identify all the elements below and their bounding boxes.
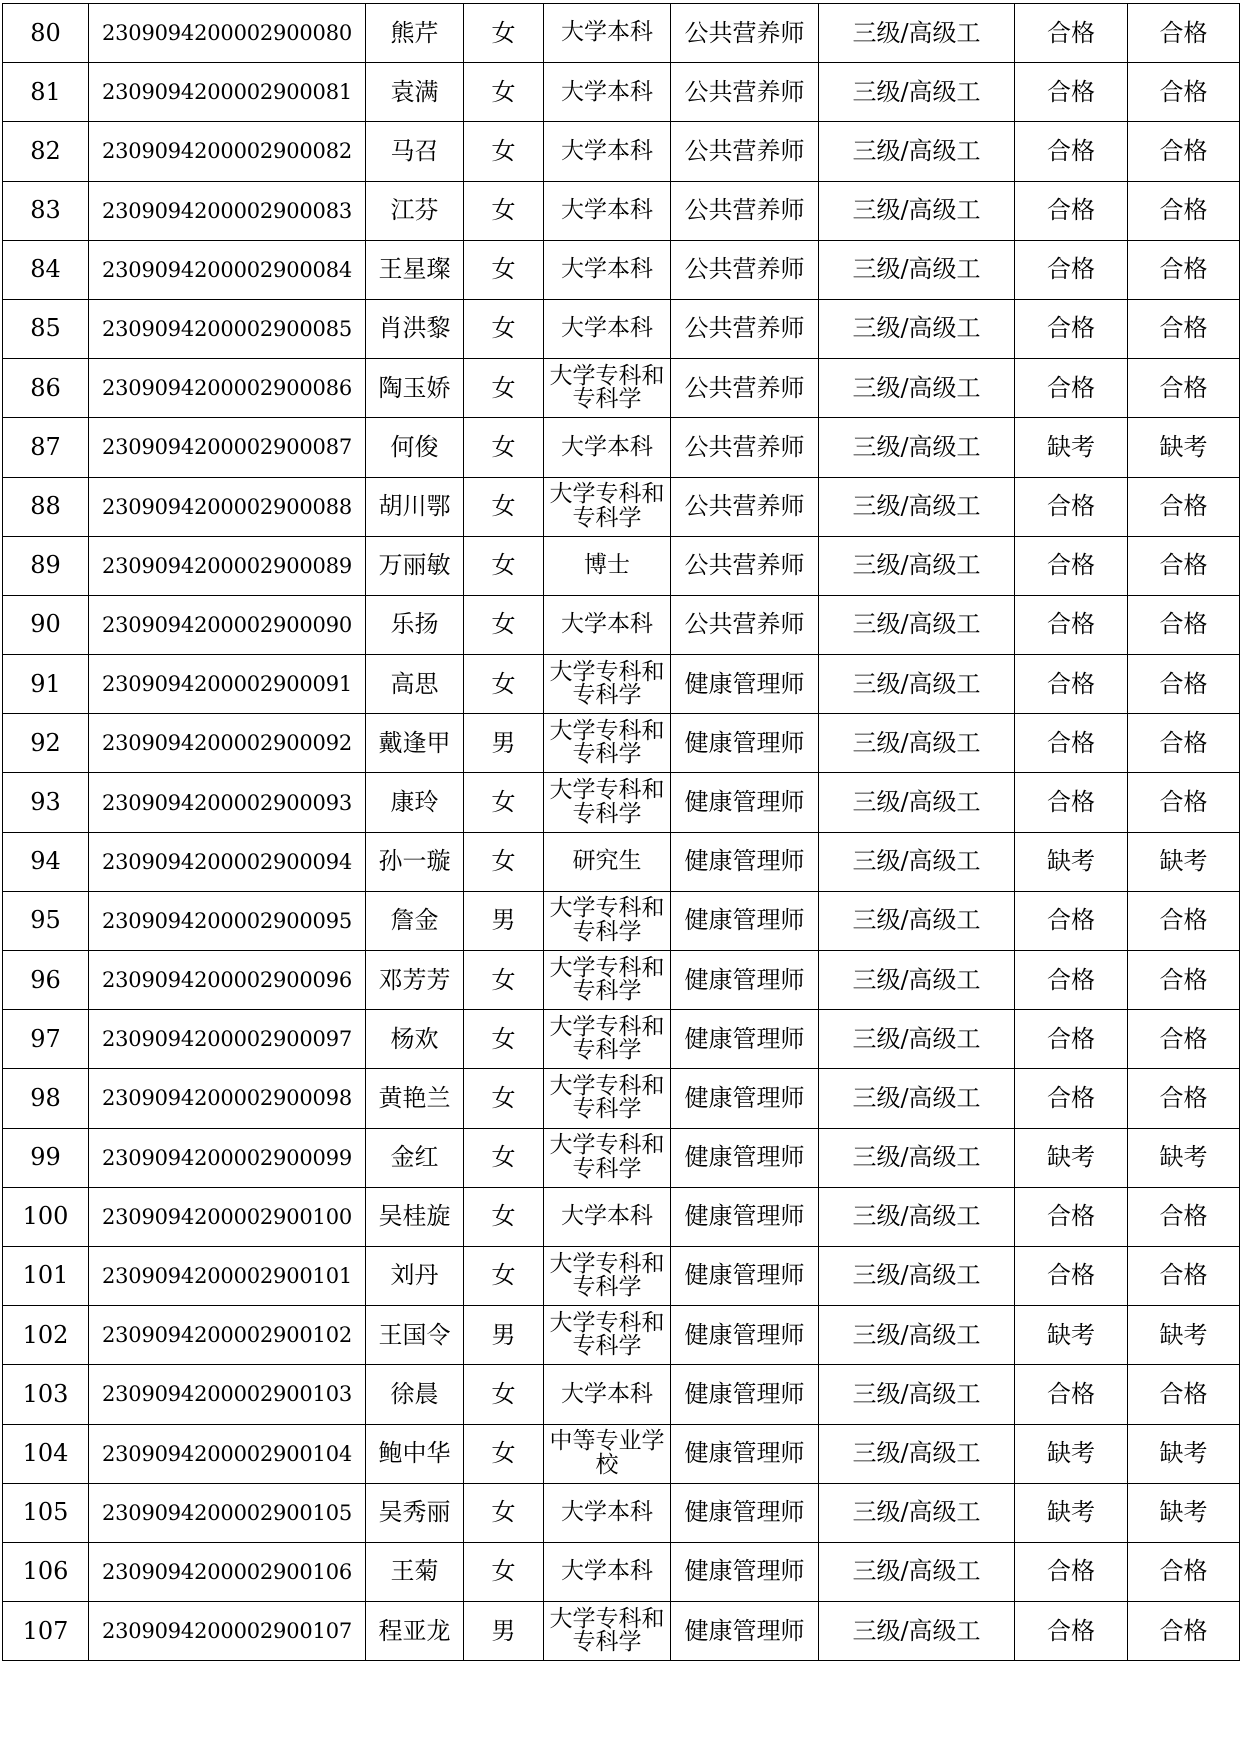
theory-result-cell: 合格 bbox=[1015, 1602, 1128, 1661]
row-number-cell: 99 bbox=[3, 1128, 89, 1187]
admission-id-cell: 2309094200002900082 bbox=[89, 122, 366, 181]
occupation-cell: 公共营养师 bbox=[671, 240, 819, 299]
admission-id-cell: 2309094200002900090 bbox=[89, 595, 366, 654]
table-row bbox=[3, 1306, 1240, 1365]
level-cell: 三级/高级工 bbox=[819, 655, 1015, 714]
name-cell: 万丽敏 bbox=[366, 536, 464, 595]
gender-cell: 女 bbox=[464, 299, 544, 358]
occupation-cell: 公共营养师 bbox=[671, 536, 819, 595]
row-number-cell: 82 bbox=[3, 122, 89, 181]
theory-result-cell: 合格 bbox=[1015, 773, 1128, 832]
admission-id-cell: 2309094200002900089 bbox=[89, 536, 366, 595]
admission-id-cell: 2309094200002900096 bbox=[89, 951, 366, 1010]
row-number-cell: 86 bbox=[3, 359, 89, 418]
theory-result-cell: 合格 bbox=[1015, 63, 1128, 122]
theory-result-cell: 缺考 bbox=[1015, 418, 1128, 477]
table-row bbox=[3, 1365, 1240, 1424]
admission-id-cell: 2309094200002900098 bbox=[89, 1069, 366, 1128]
table-row bbox=[3, 477, 1240, 536]
row-number-cell: 105 bbox=[3, 1483, 89, 1542]
occupation-cell: 公共营养师 bbox=[671, 359, 819, 418]
admission-id-cell: 2309094200002900080 bbox=[89, 4, 366, 63]
education-cell: 大学专科和专科学 bbox=[544, 477, 671, 536]
education-cell: 大学专科和专科学 bbox=[544, 1602, 671, 1661]
theory-result-cell: 合格 bbox=[1015, 714, 1128, 773]
gender-cell: 男 bbox=[464, 891, 544, 950]
theory-result-cell: 合格 bbox=[1015, 1365, 1128, 1424]
admission-id-cell: 2309094200002900105 bbox=[89, 1483, 366, 1542]
level-cell: 三级/高级工 bbox=[819, 1483, 1015, 1542]
occupation-cell: 健康管理师 bbox=[671, 1246, 819, 1305]
row-number-cell: 101 bbox=[3, 1246, 89, 1305]
education-cell: 大学本科 bbox=[544, 4, 671, 63]
gender-cell: 女 bbox=[464, 477, 544, 536]
occupation-cell: 公共营养师 bbox=[671, 418, 819, 477]
gender-cell: 女 bbox=[464, 1010, 544, 1069]
level-cell: 三级/高级工 bbox=[819, 595, 1015, 654]
row-number-cell: 102 bbox=[3, 1306, 89, 1365]
level-cell: 三级/高级工 bbox=[819, 299, 1015, 358]
level-cell: 三级/高级工 bbox=[819, 181, 1015, 240]
gender-cell: 女 bbox=[464, 655, 544, 714]
gender-cell: 女 bbox=[464, 4, 544, 63]
occupation-cell: 健康管理师 bbox=[671, 1187, 819, 1246]
admission-id-cell: 2309094200002900100 bbox=[89, 1187, 366, 1246]
theory-result-cell: 合格 bbox=[1015, 181, 1128, 240]
level-cell: 三级/高级工 bbox=[819, 1010, 1015, 1069]
admission-id-cell: 2309094200002900095 bbox=[89, 891, 366, 950]
admission-id-cell: 2309094200002900084 bbox=[89, 240, 366, 299]
skill-result-cell: 合格 bbox=[1128, 299, 1240, 358]
name-cell: 肖洪黎 bbox=[366, 299, 464, 358]
level-cell: 三级/高级工 bbox=[819, 714, 1015, 773]
theory-result-cell: 缺考 bbox=[1015, 1424, 1128, 1483]
admission-id-cell: 2309094200002900093 bbox=[89, 773, 366, 832]
name-cell: 江芬 bbox=[366, 181, 464, 240]
table-row bbox=[3, 773, 1240, 832]
occupation-cell: 健康管理师 bbox=[671, 773, 819, 832]
row-number-cell: 103 bbox=[3, 1365, 89, 1424]
row-number-cell: 83 bbox=[3, 181, 89, 240]
theory-result-cell: 合格 bbox=[1015, 536, 1128, 595]
skill-result-cell: 合格 bbox=[1128, 1187, 1240, 1246]
level-cell: 三级/高级工 bbox=[819, 1602, 1015, 1661]
row-number-cell: 80 bbox=[3, 4, 89, 63]
name-cell: 孙一璇 bbox=[366, 832, 464, 891]
education-cell: 大学专科和专科学 bbox=[544, 1010, 671, 1069]
gender-cell: 女 bbox=[464, 181, 544, 240]
level-cell: 三级/高级工 bbox=[819, 1187, 1015, 1246]
admission-id-cell: 2309094200002900099 bbox=[89, 1128, 366, 1187]
skill-result-cell: 合格 bbox=[1128, 714, 1240, 773]
level-cell: 三级/高级工 bbox=[819, 1128, 1015, 1187]
education-cell: 大学本科 bbox=[544, 1483, 671, 1542]
name-cell: 熊芹 bbox=[366, 4, 464, 63]
education-cell: 大学本科 bbox=[544, 418, 671, 477]
row-number-cell: 98 bbox=[3, 1069, 89, 1128]
level-cell: 三级/高级工 bbox=[819, 951, 1015, 1010]
row-number-cell: 88 bbox=[3, 477, 89, 536]
theory-result-cell: 合格 bbox=[1015, 240, 1128, 299]
skill-result-cell: 合格 bbox=[1128, 1069, 1240, 1128]
name-cell: 何俊 bbox=[366, 418, 464, 477]
skill-result-cell: 合格 bbox=[1128, 240, 1240, 299]
gender-cell: 男 bbox=[464, 714, 544, 773]
gender-cell: 女 bbox=[464, 1187, 544, 1246]
level-cell: 三级/高级工 bbox=[819, 536, 1015, 595]
skill-result-cell: 缺考 bbox=[1128, 1424, 1240, 1483]
name-cell: 刘丹 bbox=[366, 1246, 464, 1305]
theory-result-cell: 合格 bbox=[1015, 891, 1128, 950]
theory-result-cell: 合格 bbox=[1015, 1187, 1128, 1246]
theory-result-cell: 合格 bbox=[1015, 122, 1128, 181]
level-cell: 三级/高级工 bbox=[819, 1069, 1015, 1128]
name-cell: 乐扬 bbox=[366, 595, 464, 654]
name-cell: 王国令 bbox=[366, 1306, 464, 1365]
gender-cell: 女 bbox=[464, 1069, 544, 1128]
name-cell: 王星璨 bbox=[366, 240, 464, 299]
gender-cell: 女 bbox=[464, 832, 544, 891]
skill-result-cell: 合格 bbox=[1128, 63, 1240, 122]
table-row bbox=[3, 4, 1240, 63]
results-table bbox=[2, 3, 1240, 1661]
row-number-cell: 96 bbox=[3, 951, 89, 1010]
theory-result-cell: 合格 bbox=[1015, 1010, 1128, 1069]
name-cell: 詹金 bbox=[366, 891, 464, 950]
occupation-cell: 公共营养师 bbox=[671, 4, 819, 63]
level-cell: 三级/高级工 bbox=[819, 477, 1015, 536]
name-cell: 高思 bbox=[366, 655, 464, 714]
occupation-cell: 健康管理师 bbox=[671, 1424, 819, 1483]
admission-id-cell: 2309094200002900083 bbox=[89, 181, 366, 240]
skill-result-cell: 合格 bbox=[1128, 891, 1240, 950]
education-cell: 大学本科 bbox=[544, 240, 671, 299]
admission-id-cell: 2309094200002900087 bbox=[89, 418, 366, 477]
level-cell: 三级/高级工 bbox=[819, 63, 1015, 122]
level-cell: 三级/高级工 bbox=[819, 891, 1015, 950]
name-cell: 邓芳芳 bbox=[366, 951, 464, 1010]
admission-id-cell: 2309094200002900086 bbox=[89, 359, 366, 418]
name-cell: 鲍中华 bbox=[366, 1424, 464, 1483]
table-row bbox=[3, 891, 1240, 950]
level-cell: 三级/高级工 bbox=[819, 1365, 1015, 1424]
education-cell: 大学本科 bbox=[544, 181, 671, 240]
theory-result-cell: 合格 bbox=[1015, 595, 1128, 654]
education-cell: 大学本科 bbox=[544, 122, 671, 181]
name-cell: 袁满 bbox=[366, 63, 464, 122]
education-cell: 大学本科 bbox=[544, 63, 671, 122]
skill-result-cell: 合格 bbox=[1128, 536, 1240, 595]
occupation-cell: 公共营养师 bbox=[671, 299, 819, 358]
theory-result-cell: 缺考 bbox=[1015, 832, 1128, 891]
admission-id-cell: 2309094200002900088 bbox=[89, 477, 366, 536]
skill-result-cell: 合格 bbox=[1128, 1602, 1240, 1661]
admission-id-cell: 2309094200002900091 bbox=[89, 655, 366, 714]
education-cell: 大学专科和专科学 bbox=[544, 773, 671, 832]
level-cell: 三级/高级工 bbox=[819, 773, 1015, 832]
occupation-cell: 健康管理师 bbox=[671, 1128, 819, 1187]
admission-id-cell: 2309094200002900107 bbox=[89, 1602, 366, 1661]
occupation-cell: 健康管理师 bbox=[671, 655, 819, 714]
gender-cell: 女 bbox=[464, 1424, 544, 1483]
occupation-cell: 健康管理师 bbox=[671, 714, 819, 773]
table-row bbox=[3, 1187, 1240, 1246]
education-cell: 大学专科和专科学 bbox=[544, 1128, 671, 1187]
education-cell: 大学专科和专科学 bbox=[544, 1246, 671, 1305]
occupation-cell: 健康管理师 bbox=[671, 1602, 819, 1661]
level-cell: 三级/高级工 bbox=[819, 1542, 1015, 1601]
gender-cell: 女 bbox=[464, 1483, 544, 1542]
education-cell: 大学专科和专科学 bbox=[544, 714, 671, 773]
row-number-cell: 100 bbox=[3, 1187, 89, 1246]
row-number-cell: 106 bbox=[3, 1542, 89, 1601]
admission-id-cell: 2309094200002900106 bbox=[89, 1542, 366, 1601]
education-cell: 大学专科和专科学 bbox=[544, 1306, 671, 1365]
theory-result-cell: 合格 bbox=[1015, 1069, 1128, 1128]
education-cell: 大学专科和专科学 bbox=[544, 1069, 671, 1128]
table-row bbox=[3, 418, 1240, 477]
skill-result-cell: 缺考 bbox=[1128, 832, 1240, 891]
skill-result-cell: 合格 bbox=[1128, 951, 1240, 1010]
name-cell: 徐晨 bbox=[366, 1365, 464, 1424]
skill-result-cell: 合格 bbox=[1128, 1365, 1240, 1424]
admission-id-cell: 2309094200002900103 bbox=[89, 1365, 366, 1424]
row-number-cell: 84 bbox=[3, 240, 89, 299]
row-number-cell: 81 bbox=[3, 63, 89, 122]
theory-result-cell: 合格 bbox=[1015, 4, 1128, 63]
gender-cell: 女 bbox=[464, 773, 544, 832]
theory-result-cell: 合格 bbox=[1015, 359, 1128, 418]
table-row bbox=[3, 1069, 1240, 1128]
row-number-cell: 104 bbox=[3, 1424, 89, 1483]
education-cell: 大学本科 bbox=[544, 1187, 671, 1246]
admission-id-cell: 2309094200002900102 bbox=[89, 1306, 366, 1365]
occupation-cell: 健康管理师 bbox=[671, 891, 819, 950]
gender-cell: 女 bbox=[464, 359, 544, 418]
education-cell: 大学本科 bbox=[544, 1542, 671, 1601]
admission-id-cell: 2309094200002900085 bbox=[89, 299, 366, 358]
occupation-cell: 健康管理师 bbox=[671, 1365, 819, 1424]
gender-cell: 女 bbox=[464, 536, 544, 595]
gender-cell: 女 bbox=[464, 63, 544, 122]
education-cell: 大学本科 bbox=[544, 595, 671, 654]
admission-id-cell: 2309094200002900094 bbox=[89, 832, 366, 891]
occupation-cell: 健康管理师 bbox=[671, 1010, 819, 1069]
name-cell: 康玲 bbox=[366, 773, 464, 832]
skill-result-cell: 缺考 bbox=[1128, 1306, 1240, 1365]
level-cell: 三级/高级工 bbox=[819, 832, 1015, 891]
row-number-cell: 97 bbox=[3, 1010, 89, 1069]
skill-result-cell: 缺考 bbox=[1128, 1128, 1240, 1187]
gender-cell: 女 bbox=[464, 595, 544, 654]
gender-cell: 女 bbox=[464, 1128, 544, 1187]
level-cell: 三级/高级工 bbox=[819, 418, 1015, 477]
row-number-cell: 93 bbox=[3, 773, 89, 832]
table-row bbox=[3, 1483, 1240, 1542]
table-row bbox=[3, 181, 1240, 240]
table-row bbox=[3, 714, 1240, 773]
name-cell: 吴桂旋 bbox=[366, 1187, 464, 1246]
table-row bbox=[3, 595, 1240, 654]
admission-id-cell: 2309094200002900104 bbox=[89, 1424, 366, 1483]
education-cell: 大学专科和专科学 bbox=[544, 891, 671, 950]
table-row bbox=[3, 240, 1240, 299]
skill-result-cell: 合格 bbox=[1128, 359, 1240, 418]
table-row bbox=[3, 1128, 1240, 1187]
row-number-cell: 90 bbox=[3, 595, 89, 654]
gender-cell: 女 bbox=[464, 122, 544, 181]
table-row bbox=[3, 1246, 1240, 1305]
table-row bbox=[3, 63, 1240, 122]
theory-result-cell: 合格 bbox=[1015, 477, 1128, 536]
row-number-cell: 89 bbox=[3, 536, 89, 595]
results-table-body bbox=[3, 4, 1240, 1661]
occupation-cell: 健康管理师 bbox=[671, 951, 819, 1010]
name-cell: 马召 bbox=[366, 122, 464, 181]
table-row bbox=[3, 299, 1240, 358]
education-cell: 大学本科 bbox=[544, 299, 671, 358]
occupation-cell: 健康管理师 bbox=[671, 1542, 819, 1601]
gender-cell: 女 bbox=[464, 1246, 544, 1305]
level-cell: 三级/高级工 bbox=[819, 240, 1015, 299]
table-row bbox=[3, 832, 1240, 891]
gender-cell: 男 bbox=[464, 1306, 544, 1365]
occupation-cell: 健康管理师 bbox=[671, 1306, 819, 1365]
education-cell: 大学专科和专科学 bbox=[544, 951, 671, 1010]
table-row bbox=[3, 951, 1240, 1010]
name-cell: 程亚龙 bbox=[366, 1602, 464, 1661]
table-row bbox=[3, 359, 1240, 418]
gender-cell: 女 bbox=[464, 418, 544, 477]
gender-cell: 女 bbox=[464, 1542, 544, 1601]
skill-result-cell: 合格 bbox=[1128, 4, 1240, 63]
occupation-cell: 公共营养师 bbox=[671, 122, 819, 181]
table-row bbox=[3, 1010, 1240, 1069]
gender-cell: 男 bbox=[464, 1602, 544, 1661]
skill-result-cell: 合格 bbox=[1128, 1010, 1240, 1069]
row-number-cell: 94 bbox=[3, 832, 89, 891]
occupation-cell: 公共营养师 bbox=[671, 477, 819, 536]
level-cell: 三级/高级工 bbox=[819, 1306, 1015, 1365]
skill-result-cell: 合格 bbox=[1128, 181, 1240, 240]
table-row bbox=[3, 655, 1240, 714]
name-cell: 金红 bbox=[366, 1128, 464, 1187]
row-number-cell: 91 bbox=[3, 655, 89, 714]
education-cell: 大学本科 bbox=[544, 1365, 671, 1424]
level-cell: 三级/高级工 bbox=[819, 359, 1015, 418]
level-cell: 三级/高级工 bbox=[819, 122, 1015, 181]
theory-result-cell: 缺考 bbox=[1015, 1128, 1128, 1187]
skill-result-cell: 合格 bbox=[1128, 655, 1240, 714]
occupation-cell: 健康管理师 bbox=[671, 1483, 819, 1542]
name-cell: 胡川鄂 bbox=[366, 477, 464, 536]
skill-result-cell: 合格 bbox=[1128, 1246, 1240, 1305]
skill-result-cell: 合格 bbox=[1128, 122, 1240, 181]
occupation-cell: 公共营养师 bbox=[671, 63, 819, 122]
education-cell: 博士 bbox=[544, 536, 671, 595]
row-number-cell: 95 bbox=[3, 891, 89, 950]
skill-result-cell: 合格 bbox=[1128, 773, 1240, 832]
table-row bbox=[3, 536, 1240, 595]
theory-result-cell: 缺考 bbox=[1015, 1483, 1128, 1542]
name-cell: 黄艳兰 bbox=[366, 1069, 464, 1128]
gender-cell: 女 bbox=[464, 951, 544, 1010]
theory-result-cell: 合格 bbox=[1015, 299, 1128, 358]
theory-result-cell: 合格 bbox=[1015, 1542, 1128, 1601]
name-cell: 陶玉娇 bbox=[366, 359, 464, 418]
theory-result-cell: 合格 bbox=[1015, 1246, 1128, 1305]
name-cell: 吴秀丽 bbox=[366, 1483, 464, 1542]
table-row bbox=[3, 122, 1240, 181]
skill-result-cell: 缺考 bbox=[1128, 1483, 1240, 1542]
row-number-cell: 87 bbox=[3, 418, 89, 477]
admission-id-cell: 2309094200002900101 bbox=[89, 1246, 366, 1305]
skill-result-cell: 合格 bbox=[1128, 477, 1240, 536]
table-row bbox=[3, 1542, 1240, 1601]
table-row bbox=[3, 1424, 1240, 1483]
level-cell: 三级/高级工 bbox=[819, 1424, 1015, 1483]
table-row bbox=[3, 1602, 1240, 1661]
theory-result-cell: 合格 bbox=[1015, 655, 1128, 714]
gender-cell: 女 bbox=[464, 1365, 544, 1424]
level-cell: 三级/高级工 bbox=[819, 4, 1015, 63]
admission-id-cell: 2309094200002900081 bbox=[89, 63, 366, 122]
name-cell: 王菊 bbox=[366, 1542, 464, 1601]
admission-id-cell: 2309094200002900092 bbox=[89, 714, 366, 773]
skill-result-cell: 缺考 bbox=[1128, 418, 1240, 477]
occupation-cell: 健康管理师 bbox=[671, 832, 819, 891]
education-cell: 中等专业学校 bbox=[544, 1424, 671, 1483]
admission-id-cell: 2309094200002900097 bbox=[89, 1010, 366, 1069]
name-cell: 杨欢 bbox=[366, 1010, 464, 1069]
education-cell: 研究生 bbox=[544, 832, 671, 891]
row-number-cell: 107 bbox=[3, 1602, 89, 1661]
occupation-cell: 健康管理师 bbox=[671, 1069, 819, 1128]
row-number-cell: 92 bbox=[3, 714, 89, 773]
skill-result-cell: 合格 bbox=[1128, 595, 1240, 654]
occupation-cell: 公共营养师 bbox=[671, 595, 819, 654]
theory-result-cell: 合格 bbox=[1015, 951, 1128, 1010]
gender-cell: 女 bbox=[464, 240, 544, 299]
education-cell: 大学专科和专科学 bbox=[544, 655, 671, 714]
education-cell: 大学专科和专科学 bbox=[544, 359, 671, 418]
occupation-cell: 公共营养师 bbox=[671, 181, 819, 240]
level-cell: 三级/高级工 bbox=[819, 1246, 1015, 1305]
row-number-cell: 85 bbox=[3, 299, 89, 358]
theory-result-cell: 缺考 bbox=[1015, 1306, 1128, 1365]
name-cell: 戴逢甲 bbox=[366, 714, 464, 773]
skill-result-cell: 合格 bbox=[1128, 1542, 1240, 1601]
